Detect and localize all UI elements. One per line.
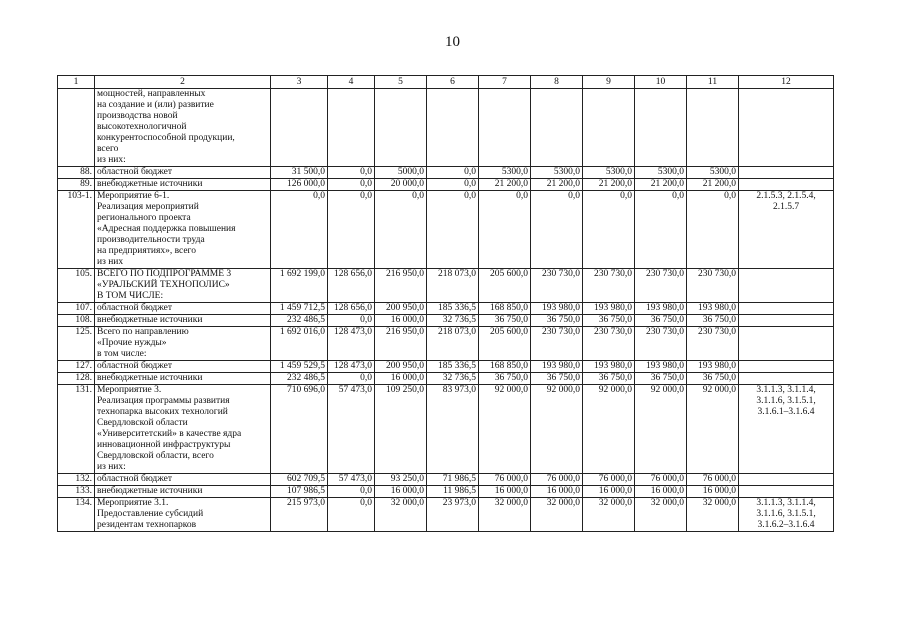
target-indicator-codes [739,373,834,385]
amount-cell: 16 000,0 [375,315,427,327]
amount-cell: 0,0 [271,191,328,269]
amount-cell: 230 730,0 [583,327,635,361]
amount-cell: 16 000,0 [583,486,635,498]
amount-cell: 193 980,0 [583,303,635,315]
col-header: 1 [58,76,95,89]
col-header: 11 [687,76,739,89]
amount-cell: 1 692 199,0 [271,269,328,303]
amount-cell: 36 750,0 [687,315,739,327]
amount-cell: 0,0 [328,486,375,498]
row-description: Мероприятие 3.1. Предоставление субсидий резидентам технопарков [95,498,271,532]
row-description: внебюджетные источники [95,373,271,385]
amount-cell: 92 000,0 [479,385,531,474]
col-header: 6 [427,76,479,89]
amount-cell: 71 986,5 [427,474,479,486]
amount-cell: 128 656,0 [328,303,375,315]
amount-cell: 218 073,0 [427,269,479,303]
target-indicator-codes [739,89,834,167]
row-number: 127. [58,361,95,373]
row-number [58,89,95,167]
amount-cell: 5300,0 [479,167,531,179]
amount-cell: 92 000,0 [583,385,635,474]
amount-cell: 32 000,0 [635,498,687,532]
row-number: 132. [58,474,95,486]
amount-cell: 16 000,0 [635,486,687,498]
table-row [58,167,834,179]
amount-cell: 5300,0 [531,167,583,179]
amount-cell [271,89,328,167]
row-number: 131. [58,385,95,474]
amount-cell: 16 000,0 [479,486,531,498]
amount-cell [531,89,583,167]
target-indicator-codes [739,179,834,191]
page-number: 10 [445,34,460,50]
table-row [58,179,834,191]
row-number: 88. [58,167,95,179]
target-indicator-codes [739,269,834,303]
amount-cell: 205 600,0 [479,327,531,361]
amount-cell: 21 200,0 [687,179,739,191]
col-header: 2 [95,76,271,89]
amount-cell: 31 500,0 [271,167,328,179]
amount-cell: 92 000,0 [531,385,583,474]
amount-cell: 168 850,0 [479,303,531,315]
col-header: 10 [635,76,687,89]
amount-cell: 0,0 [687,191,739,269]
amount-cell: 16 000,0 [375,373,427,385]
amount-cell: 0,0 [328,373,375,385]
amount-cell: 230 730,0 [583,269,635,303]
amount-cell: 168 850,0 [479,361,531,373]
table-row [58,315,834,327]
table-row [58,373,834,385]
amount-cell: 200 950,0 [375,361,427,373]
amount-cell: 36 750,0 [531,315,583,327]
amount-cell: 32 000,0 [687,498,739,532]
amount-cell: 230 730,0 [687,269,739,303]
target-indicator-codes [739,474,834,486]
amount-cell: 92 000,0 [635,385,687,474]
amount-cell: 32 000,0 [583,498,635,532]
amount-cell: 32 000,0 [375,498,427,532]
amount-cell: 193 980,0 [531,361,583,373]
amount-cell: 0,0 [328,315,375,327]
row-description: внебюджетные источники [95,315,271,327]
amount-cell: 11 986,5 [427,486,479,498]
row-description: ВСЕГО ПО ПОДПРОГРАММЕ 3 «УРАЛЬСКИЙ ТЕХНОПОЛИС» В ТОМ ЧИСЛЕ: [95,269,271,303]
amount-cell [427,89,479,167]
table-row [58,303,834,315]
amount-cell: 216 950,0 [375,327,427,361]
amount-cell: 128 473,0 [328,361,375,373]
amount-cell: 32 000,0 [479,498,531,532]
amount-cell: 36 750,0 [635,373,687,385]
row-description: областной бюджет [95,303,271,315]
amount-cell: 230 730,0 [635,327,687,361]
amount-cell: 21 200,0 [531,179,583,191]
amount-cell: 215 973,0 [271,498,328,532]
amount-cell: 36 750,0 [583,373,635,385]
row-description: Мероприятие 6-1. Реализация мероприятий регионального проекта «Адресная поддержка повышения производительности труда на предприятиях», всего из них [95,191,271,269]
amount-cell: 0,0 [427,167,479,179]
amount-cell: 36 750,0 [531,373,583,385]
table-row [58,191,834,269]
amount-cell: 0,0 [531,191,583,269]
amount-cell: 23 973,0 [427,498,479,532]
amount-cell: 21 200,0 [583,179,635,191]
amount-cell: 83 973,0 [427,385,479,474]
amount-cell: 5000,0 [375,167,427,179]
amount-cell [479,89,531,167]
header-row [58,76,834,89]
amount-cell: 32 000,0 [531,498,583,532]
amount-cell: 16 000,0 [531,486,583,498]
amount-cell: 76 000,0 [687,474,739,486]
table-row [58,498,834,532]
amount-cell: 0,0 [583,191,635,269]
amount-cell: 602 709,5 [271,474,328,486]
amount-cell: 32 736,5 [427,373,479,385]
amount-cell [328,89,375,167]
row-number: 103-1. [58,191,95,269]
amount-cell: 216 950,0 [375,269,427,303]
amount-cell: 76 000,0 [479,474,531,486]
col-header: 3 [271,76,328,89]
amount-cell: 200 950,0 [375,303,427,315]
col-header: 8 [531,76,583,89]
row-description: мощностей, направленных на создание и (или) развитие производства новой высокотехнологичной конкурентоспособной продукции, всего из них: [95,89,271,167]
amount-cell: 0,0 [375,191,427,269]
amount-cell: 36 750,0 [479,315,531,327]
row-number: 125. [58,327,95,361]
amount-cell: 230 730,0 [635,269,687,303]
row-description: областной бюджет [95,361,271,373]
row-description: внебюджетные источники [95,486,271,498]
amount-cell: 57 473,0 [328,385,375,474]
amount-cell [687,89,739,167]
amount-cell: 5300,0 [583,167,635,179]
amount-cell: 0,0 [427,179,479,191]
table-row [58,474,834,486]
target-indicator-codes: 3.1.1.3, 3.1.1.4, 3.1.1.6, 3.1.5.1, 3.1.6.1–3.1.6.4 [739,385,834,474]
amount-cell: 1 459 712,5 [271,303,328,315]
amount-cell: 36 750,0 [635,315,687,327]
amount-cell: 76 000,0 [583,474,635,486]
table-row [58,327,834,361]
row-number: 134. [58,498,95,532]
col-header: 4 [328,76,375,89]
row-description: внебюджетные источники [95,179,271,191]
amount-cell: 36 750,0 [479,373,531,385]
amount-cell: 193 980,0 [635,303,687,315]
amount-cell: 21 200,0 [479,179,531,191]
amount-cell: 1 692 016,0 [271,327,328,361]
row-number: 89. [58,179,95,191]
amount-cell: 107 986,5 [271,486,328,498]
amount-cell: 0,0 [635,191,687,269]
amount-cell: 76 000,0 [635,474,687,486]
amount-cell: 20 000,0 [375,179,427,191]
row-description: Мероприятие 3. Реализация программы развития технопарка высоких технологий Свердловской области «Университетский» в качестве ядра инновационной инфраструктуры Свердловской области, всего из них: [95,385,271,474]
amount-cell [375,89,427,167]
table-row [58,486,834,498]
table-row [58,361,834,373]
amount-cell: 205 600,0 [479,269,531,303]
target-indicator-codes [739,167,834,179]
amount-cell: 185 336,5 [427,361,479,373]
row-number: 105. [58,269,95,303]
amount-cell: 193 980,0 [635,361,687,373]
target-indicator-codes [739,361,834,373]
amount-cell: 193 980,0 [531,303,583,315]
amount-cell: 193 980,0 [687,303,739,315]
amount-cell [635,89,687,167]
amount-cell: 36 750,0 [687,373,739,385]
table-row [58,385,834,474]
col-header: 12 [739,76,834,89]
amount-cell [583,89,635,167]
amount-cell: 185 336,5 [427,303,479,315]
row-number: 108. [58,315,95,327]
target-indicator-codes: 2.1.5.3, 2.1.5.4, 2.1.5.7 [739,191,834,269]
amount-cell: 128 656,0 [328,269,375,303]
target-indicator-codes: 3.1.1.3, 3.1.1.4, 3.1.1.6, 3.1.5.1, 3.1.6.2–3.1.6.4 [739,498,834,532]
amount-cell: 57 473,0 [328,474,375,486]
target-indicator-codes [739,303,834,315]
amount-cell: 0,0 [427,191,479,269]
amount-cell: 710 696,0 [271,385,328,474]
col-header: 7 [479,76,531,89]
amount-cell: 109 250,0 [375,385,427,474]
row-description: Всего по направлению «Прочие нужды» в том числе: [95,327,271,361]
target-indicator-codes [739,327,834,361]
budget-table [57,75,834,532]
amount-cell: 36 750,0 [583,315,635,327]
row-description: областной бюджет [95,167,271,179]
amount-cell: 230 730,0 [687,327,739,361]
amount-cell: 193 980,0 [583,361,635,373]
row-number: 107. [58,303,95,315]
amount-cell: 16 000,0 [375,486,427,498]
amount-cell: 21 200,0 [635,179,687,191]
amount-cell: 0,0 [328,179,375,191]
amount-cell: 230 730,0 [531,327,583,361]
table-row [58,89,834,167]
col-header: 5 [375,76,427,89]
amount-cell: 32 736,5 [427,315,479,327]
target-indicator-codes [739,315,834,327]
col-header: 9 [583,76,635,89]
amount-cell: 126 000,0 [271,179,328,191]
amount-cell: 232 486,5 [271,315,328,327]
amount-cell: 218 073,0 [427,327,479,361]
amount-cell: 193 980,0 [687,361,739,373]
amount-cell: 93 250,0 [375,474,427,486]
amount-cell: 0,0 [328,498,375,532]
row-description: областной бюджет [95,474,271,486]
amount-cell: 0,0 [479,191,531,269]
amount-cell: 5300,0 [687,167,739,179]
row-number: 133. [58,486,95,498]
table-row [58,269,834,303]
amount-cell: 128 473,0 [328,327,375,361]
row-number: 128. [58,373,95,385]
amount-cell: 76 000,0 [531,474,583,486]
amount-cell: 5300,0 [635,167,687,179]
amount-cell: 0,0 [328,191,375,269]
target-indicator-codes [739,486,834,498]
amount-cell: 92 000,0 [687,385,739,474]
amount-cell: 0,0 [328,167,375,179]
amount-cell: 232 486,5 [271,373,328,385]
amount-cell: 16 000,0 [687,486,739,498]
amount-cell: 1 459 529,5 [271,361,328,373]
amount-cell: 230 730,0 [531,269,583,303]
